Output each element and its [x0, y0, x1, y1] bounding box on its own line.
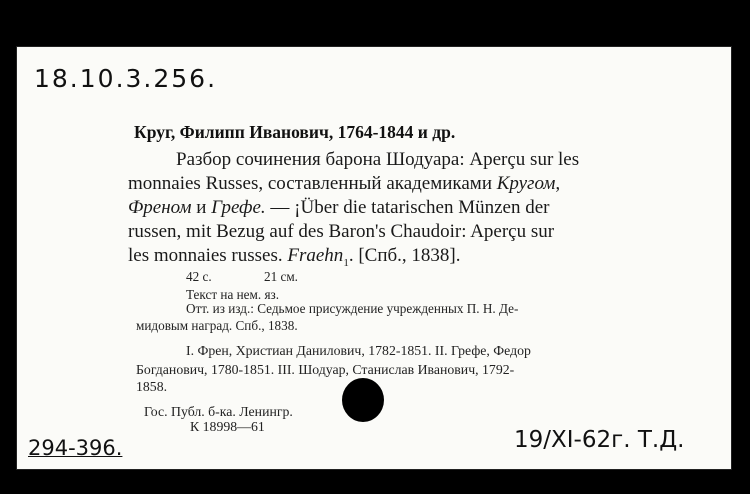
title-line-2	[128, 174, 560, 193]
title-line-3-plain-d: — ¡Über die tatarischen Münzen der	[265, 197, 550, 218]
author-heading: Круг, Филипп Иванович, 1764-1844 и др.	[134, 122, 456, 142]
punch-hole	[342, 378, 384, 422]
title-line-5-imprint: . [Спб., 1838].	[348, 245, 461, 266]
note-offprint-line-2: мидовым наград. Спб., 1838.	[136, 318, 298, 333]
title-line-5-italic: Fraehn	[287, 245, 344, 266]
handwritten-date-initials: 19/XI-62г. Т.Д.	[514, 427, 685, 453]
added-entries-line-2: Богданович, 1780-1851. III. Шодуар, Станислав Иванович, 1792-	[136, 362, 515, 377]
collation-size: 21 см.	[264, 269, 298, 284]
title-line-4: russen, mit Bezug auf des Baron's Chaudoir: Aperçu sur	[128, 221, 555, 242]
library-name: Гос. Публ. б-ка. Ленингр.	[144, 404, 293, 419]
inventory-number: К 18998—61	[190, 419, 265, 434]
title-line-2-italic: Кругом,	[496, 173, 561, 194]
title-line-3	[128, 198, 549, 217]
added-entries-line-1: I. Френ, Христиан Данилович, 1782-1851. II. Грефе, Федор	[186, 343, 531, 358]
note-offprint-line-1: Отт. из изд.: Седьмое присуждение учрежденных П. Н. Де-	[186, 301, 519, 316]
title-line-2-text: monnaies Russes, составленный академиками	[128, 173, 497, 194]
call-number: 18.10.3.256.	[34, 64, 218, 93]
handwritten-number: 294-396.	[28, 436, 123, 460]
title-line-3-plain-b: и	[191, 197, 212, 218]
collation-pages: 42 с.	[186, 269, 212, 284]
catalog-card	[16, 46, 732, 470]
title-line-3-italic-a: Френом	[128, 197, 192, 218]
title-line-5	[128, 246, 460, 269]
added-entries-line-3: 1858.	[136, 379, 168, 394]
note-language: Текст на нем. яз.	[186, 287, 280, 302]
title-line-1: Разбор сочинения барона Шодуара: Aperçu sur les	[176, 149, 580, 170]
title-line-5-text: les monnaies russes.	[128, 245, 288, 266]
title-line-3-italic-c: Грефе.	[211, 197, 266, 218]
title-line-5-subscript: 1	[343, 256, 349, 269]
